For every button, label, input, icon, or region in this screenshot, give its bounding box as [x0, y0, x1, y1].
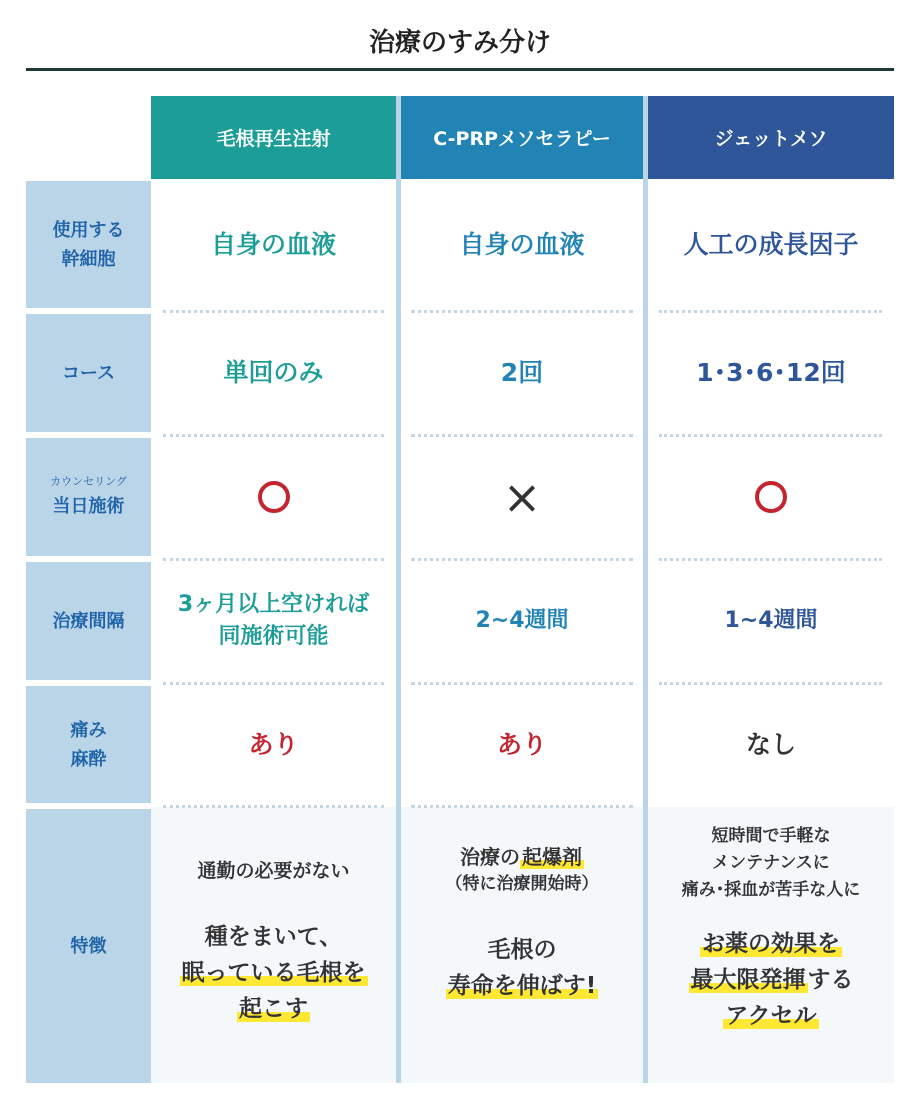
cross-icon: ×: [502, 470, 542, 524]
row-divider: [659, 310, 882, 313]
feature-line: 治療の: [460, 845, 520, 869]
cell-features-col2: [401, 809, 643, 1083]
row-label-stem-cells: [26, 181, 151, 308]
cell-stem-cells-col1: 自身の血液: [210, 229, 336, 259]
feature-highlight: 起こす: [239, 996, 308, 1022]
feature-highlight: アクセル: [725, 1003, 817, 1029]
row-divider: [411, 682, 633, 685]
row-divider: [411, 805, 633, 808]
row-label-line: 当日施術: [52, 495, 125, 517]
cell-anesthesia-col2: あり: [496, 729, 547, 759]
row-label-line: 特徴: [70, 935, 107, 957]
cell-same-day-col2: [401, 438, 643, 556]
row-divider: [659, 682, 882, 685]
feature-line: 短時間で手軽な: [711, 826, 831, 846]
row-label-line: 痛み: [70, 719, 107, 741]
feature-line: 痛み･採血が苦手な人に: [681, 880, 861, 900]
row-divider: [659, 434, 882, 437]
row-label-interval: [26, 562, 151, 680]
row-divider: [163, 434, 384, 437]
cell-same-day-col1: [151, 438, 396, 556]
cell-course-col1: 単回のみ: [223, 358, 324, 387]
row-label-same-day: [26, 438, 151, 556]
row-label-line: 治療間隔: [52, 610, 125, 632]
row-label-line: 使用する: [52, 219, 125, 241]
row-label-anesthesia: [26, 686, 151, 803]
feature-highlight: 起爆剤: [522, 845, 582, 869]
title-divider: [26, 68, 894, 71]
feature-line: （特に治療開始時）: [445, 874, 599, 894]
circle-icon: [755, 481, 787, 513]
column-header-jet-meso: ジェットメソ: [648, 96, 894, 179]
row-divider: [411, 310, 633, 313]
row-label-course: [26, 314, 151, 432]
cell-interval-col1: [151, 562, 396, 680]
cell-features-col1: [151, 809, 396, 1083]
row-divider: [163, 310, 384, 313]
feature-line: 種をまいて、: [204, 924, 343, 950]
cell-course-col3: 1･3･6･12回: [696, 358, 846, 387]
row-divider: [163, 558, 384, 561]
cell-stem-cells-col3: 人工の成長因子: [683, 229, 859, 259]
cell-line: 同施術可能: [218, 624, 329, 649]
row-divider: [163, 682, 384, 685]
cell-line: 1~4週間: [724, 608, 818, 633]
cell-interval-col2: [401, 562, 643, 680]
row-label-line: 麻酔: [70, 748, 107, 770]
row-divider: [411, 558, 633, 561]
circle-icon: [258, 481, 290, 513]
row-divider: [659, 558, 882, 561]
row-label-features: [26, 809, 151, 1083]
feature-note: 通勤の必要がない: [197, 860, 350, 882]
cell-interval-col3: [648, 562, 894, 680]
row-divider: [163, 805, 384, 808]
row-divider: [411, 434, 633, 437]
page-title: 治療のすみ分け: [368, 28, 551, 58]
feature-highlight: お薬の効果を: [702, 931, 840, 957]
feature-highlight: 寿命を伸ばす!: [447, 973, 597, 999]
cell-anesthesia-col3: なし: [745, 729, 796, 759]
cell-same-day-col3: [648, 438, 894, 556]
cell-line: 2~4週間: [475, 608, 569, 633]
column-header-hair-root-injection: 毛根再生注射: [151, 96, 396, 179]
feature-highlight: 眠っている毛根を: [181, 960, 366, 986]
cell-features-col3: [648, 809, 894, 1083]
cell-line: 3ヶ月以上空ければ: [177, 592, 370, 617]
cell-anesthesia-col1: あり: [248, 729, 299, 759]
row-label-small: カウンセリング: [50, 474, 127, 488]
row-label-line: 幹細胞: [61, 248, 116, 270]
feature-line: する: [807, 967, 854, 993]
column-header-c-prp-mesotherapy: C-PRPメソセラピー: [401, 96, 643, 179]
row-label-line: コース: [61, 362, 116, 384]
cell-course-col2: 2回: [500, 358, 544, 387]
feature-line: 毛根の: [487, 937, 557, 963]
cell-stem-cells-col2: 自身の血液: [459, 229, 585, 259]
feature-highlight: 最大限発揮: [690, 967, 806, 993]
feature-line: メンテナンスに: [712, 853, 830, 873]
